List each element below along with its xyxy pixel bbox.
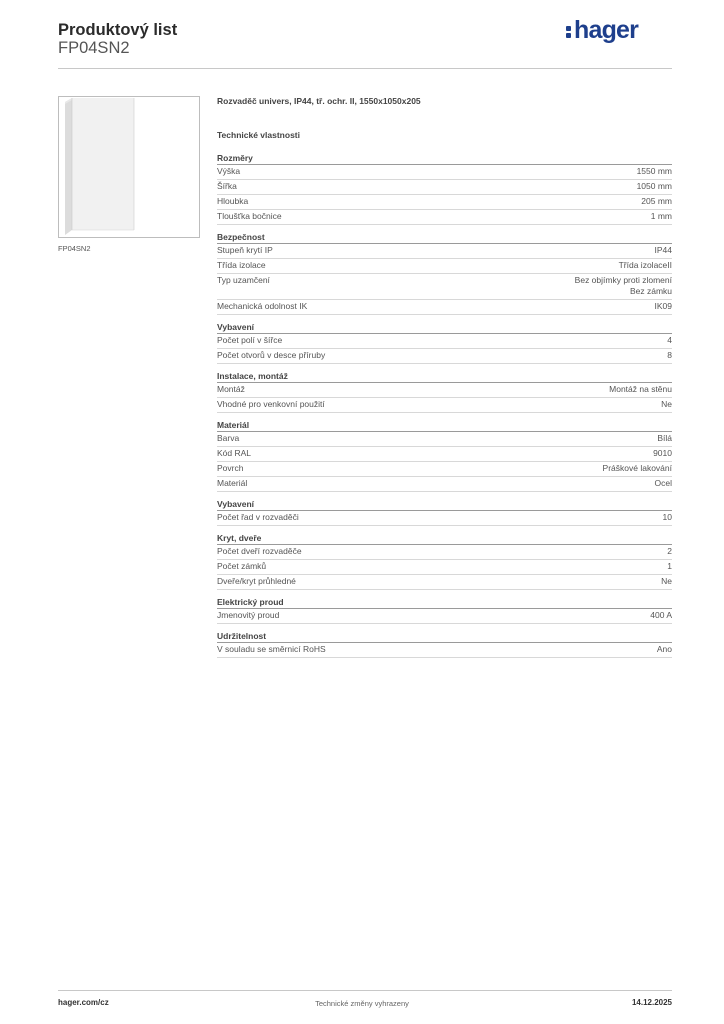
spec-label: Barva xyxy=(217,433,240,443)
spec-value-line: Ano xyxy=(656,644,672,654)
spec-label: Kód RAL xyxy=(217,448,252,458)
spec-value xyxy=(667,546,672,557)
spec-label: Počet zámků xyxy=(217,561,267,571)
spec-label: Montáž xyxy=(217,384,245,394)
spec-label: Stupeň krytí IP xyxy=(217,245,273,255)
page-title: Produktový list xyxy=(58,21,178,39)
spec-value xyxy=(667,335,672,346)
spec-label: Počet polí v šířce xyxy=(217,335,283,345)
spec-row xyxy=(217,575,672,590)
spec-row xyxy=(217,447,672,462)
spec-value-line: Bílá xyxy=(657,433,672,443)
spec-section xyxy=(217,596,672,624)
spec-row xyxy=(217,462,672,477)
logo-text: hager xyxy=(574,16,639,44)
section-title: Vybavení xyxy=(217,498,672,511)
spec-label: Počet dveří rozvaděče xyxy=(217,546,302,556)
spec-label: Materiál xyxy=(217,478,248,488)
spec-value-line: 205 mm xyxy=(641,196,672,206)
spec-value xyxy=(651,211,672,222)
product-image-caption: FP04SN2 xyxy=(58,244,91,253)
spec-value xyxy=(655,478,672,489)
spec-value-line: Bez objímky proti zlomení xyxy=(574,275,672,285)
spec-section xyxy=(217,419,672,492)
spec-value xyxy=(641,196,672,207)
section-title: Vybavení xyxy=(217,321,672,334)
spec-value-line: Třída izolaceII xyxy=(618,260,672,270)
section-title: Bezpečnost xyxy=(217,231,672,244)
spec-row xyxy=(217,259,672,274)
header-divider xyxy=(58,68,672,69)
logo-dots-icon xyxy=(566,20,571,39)
spec-value xyxy=(609,384,672,395)
spec-value xyxy=(657,644,672,655)
spec-label: Dveře/kryt průhledné xyxy=(217,576,296,586)
spec-row xyxy=(217,609,672,624)
spec-label: Vhodné pro venkovní použití xyxy=(217,399,325,409)
section-title: Rozměry xyxy=(217,152,672,165)
hager-logo xyxy=(566,16,638,45)
spec-value-line: Práškové lakování xyxy=(602,463,672,473)
spec-value xyxy=(603,463,672,474)
product-description: Rozvaděč univers, IP44, tř. ochr. II, 1550x1050x205 xyxy=(217,96,421,106)
spec-row xyxy=(217,432,672,447)
spec-value xyxy=(661,576,672,587)
spec-value-line: 9010 xyxy=(653,448,672,458)
spec-section xyxy=(217,152,672,225)
spec-value xyxy=(655,245,673,256)
spec-value xyxy=(575,275,672,297)
spec-section xyxy=(217,532,672,590)
spec-value xyxy=(637,181,672,192)
spec-value-line: 2 xyxy=(667,546,672,556)
spec-section xyxy=(217,321,672,364)
section-title: Materiál xyxy=(217,419,672,432)
spec-value xyxy=(663,512,672,523)
spec-label: Mechanická odolnost IK xyxy=(217,301,308,311)
spec-value-line: IP44 xyxy=(654,245,672,255)
spec-value-line: 1 mm xyxy=(650,211,672,221)
spec-section xyxy=(217,498,672,526)
spec-row xyxy=(217,210,672,225)
spec-label: Povrch xyxy=(217,463,244,473)
spec-value-line: 1 xyxy=(667,561,672,571)
spec-value-line: 10 xyxy=(662,512,672,522)
spec-row xyxy=(217,244,672,259)
spec-value-line: 1550 mm xyxy=(636,166,672,176)
spec-row xyxy=(217,274,672,300)
spec-row xyxy=(217,643,672,658)
enclosure-illustration xyxy=(59,97,199,237)
spec-value xyxy=(637,166,672,177)
spec-row xyxy=(217,334,672,349)
spec-label: Tloušťka bočnice xyxy=(217,211,282,221)
spec-section xyxy=(217,231,672,315)
spec-row xyxy=(217,195,672,210)
product-image xyxy=(58,96,200,238)
spec-value xyxy=(667,561,672,572)
spec-value-line: Montáž na stěnu xyxy=(609,384,672,394)
spec-section xyxy=(217,370,672,413)
spec-row xyxy=(217,398,672,413)
footer-website[interactable]: hager.com/cz xyxy=(58,998,109,1007)
spec-value-line: Ne xyxy=(661,576,672,586)
spec-label: Počet otvorů v desce příruby xyxy=(217,350,326,360)
spec-label: Typ uzamčení xyxy=(217,275,270,285)
spec-row xyxy=(217,511,672,526)
footer-divider xyxy=(58,990,672,991)
spec-row xyxy=(217,383,672,398)
spec-label: Jmenovitý proud xyxy=(217,610,280,620)
footer-notice: Technické změny vyhrazeny xyxy=(315,999,409,1008)
spec-row xyxy=(217,180,672,195)
spec-value-line: IK09 xyxy=(654,301,672,311)
spec-row xyxy=(217,300,672,315)
spec-value-line: Ne xyxy=(661,399,672,409)
section-title: Kryt, dveře xyxy=(217,532,672,545)
spec-label: Třída izolace xyxy=(217,260,266,270)
spec-value-line: Bez zámku xyxy=(629,286,672,296)
spec-value xyxy=(655,301,673,312)
section-title: Udržitelnost xyxy=(217,630,672,643)
spec-value-line: 1050 mm xyxy=(636,181,672,191)
spec-value-line: 4 xyxy=(667,335,672,345)
spec-row xyxy=(217,477,672,492)
spec-sections xyxy=(217,152,672,658)
spec-value-line: 400 A xyxy=(650,610,672,620)
spec-label: Šířka xyxy=(217,181,237,191)
spec-value xyxy=(657,433,672,444)
footer-date: 14.12.2025 xyxy=(631,998,672,1007)
specifications xyxy=(217,96,672,664)
spec-label: Výška xyxy=(217,166,241,176)
spec-value-line: 8 xyxy=(667,350,672,360)
spec-row xyxy=(217,545,672,560)
spec-value xyxy=(653,448,672,459)
spec-value xyxy=(619,260,672,271)
spec-value xyxy=(667,350,672,361)
spec-label: Hloubka xyxy=(217,196,249,206)
spec-section xyxy=(217,630,672,658)
spec-value xyxy=(661,399,672,410)
spec-value xyxy=(650,610,672,621)
spec-label: Počet řad v rozvaděči xyxy=(217,512,299,522)
spec-row xyxy=(217,165,672,180)
section-title: Elektrický proud xyxy=(217,596,672,609)
section-title: Instalace, montáž xyxy=(217,370,672,383)
spec-value-line: Ocel xyxy=(654,478,672,488)
spec-row xyxy=(217,349,672,364)
spec-label: V souladu se směrnicí RoHS xyxy=(217,644,326,654)
technical-properties-heading: Technické vlastnosti xyxy=(217,130,300,140)
product-code: FP04SN2 xyxy=(58,39,130,57)
spec-row xyxy=(217,560,672,575)
